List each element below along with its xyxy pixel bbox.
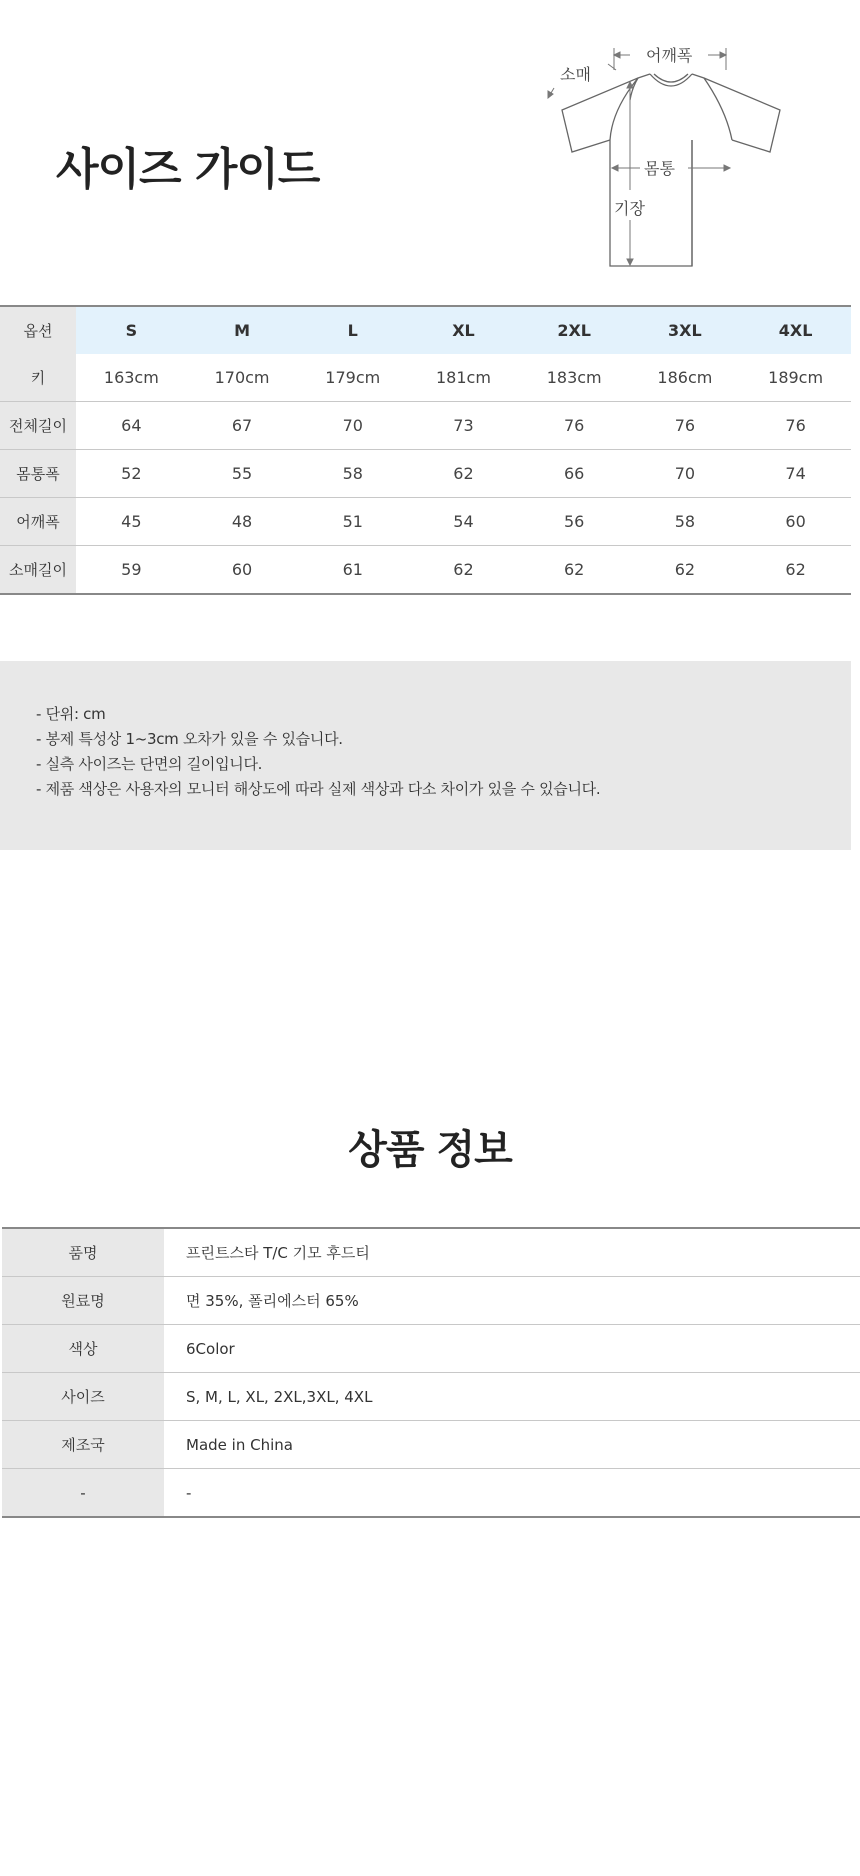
size-cell: 45 — [76, 498, 187, 546]
size-cell: 62 — [408, 450, 519, 498]
size-cell: 56 — [519, 498, 630, 546]
row-label: 소매길이 — [0, 546, 76, 595]
size-header-cell: 3XL — [630, 306, 741, 354]
size-row-total-length — [0, 402, 851, 450]
size-row-sleeve-length — [0, 546, 851, 595]
size-cell: 58 — [297, 450, 408, 498]
size-cell: 48 — [187, 498, 298, 546]
diagram-label-chest: 몸통 — [644, 159, 675, 178]
size-cell: 61 — [342, 560, 363, 579]
size-cell: 59 — [121, 560, 142, 579]
size-cell: 181cm — [408, 354, 519, 402]
info-row-material — [2, 1277, 860, 1325]
info-row-product-name — [2, 1228, 860, 1277]
product-info-title: 상품 정보 — [348, 1127, 512, 1173]
size-cell: 70 — [297, 402, 408, 450]
info-label: - — [2, 1469, 164, 1518]
tshirt-measurement-diagram — [540, 40, 800, 280]
note-line: - 실측 사이즈는 단면의 길이입니다. — [36, 755, 263, 773]
size-cell: 186cm — [630, 354, 741, 402]
info-row-empty — [2, 1469, 860, 1518]
size-cell: 54 — [408, 498, 519, 546]
diagram-label-length: 기장 — [614, 199, 645, 218]
size-cell: 76 — [740, 402, 851, 450]
size-header-cell: 4XL — [740, 306, 851, 354]
size-cell: 179cm — [297, 354, 408, 402]
note-line: - 제품 색상은 사용자의 모니터 해상도에 따라 실제 색상과 다소 차이가 있을 수 있습니다. — [36, 780, 601, 798]
size-guide-title: 사이즈 가이드 — [56, 144, 320, 195]
note-line: - 봉제 특성상 1~3cm 오차가 있을 수 있습니다. — [36, 730, 343, 748]
info-label: 사이즈 — [2, 1373, 164, 1421]
size-row-height — [0, 354, 851, 402]
size-header-cell: S — [76, 306, 187, 354]
size-cell: 66 — [519, 450, 630, 498]
row-label: 어깨폭 — [0, 498, 76, 546]
size-cell: 55 — [187, 450, 298, 498]
size-header-row — [0, 306, 851, 354]
size-row-chest-width — [0, 450, 851, 498]
size-cell: 62 — [785, 560, 806, 579]
notes-box — [0, 661, 851, 850]
note-line: - 단위: cm — [36, 705, 106, 723]
info-value: S, M, L, XL, 2XL,3XL, 4XL — [164, 1373, 860, 1421]
size-cell: 52 — [76, 450, 187, 498]
info-label: 제조국 — [2, 1421, 164, 1469]
size-table — [0, 305, 851, 595]
size-cell: 62 — [563, 560, 585, 579]
size-row-shoulder-width — [0, 498, 851, 546]
size-cell: 58 — [630, 498, 741, 546]
size-cell: 62 — [453, 560, 474, 579]
size-cell: 76 — [519, 402, 630, 450]
size-cell: 183cm — [519, 354, 630, 402]
size-cell: 76 — [630, 402, 741, 450]
size-cell: 51 — [297, 498, 408, 546]
info-label: 품명 — [2, 1228, 164, 1277]
row-label: 몸통폭 — [0, 450, 76, 498]
size-header-cell: XL — [408, 306, 519, 354]
diagram-label-shoulder: 어깨폭 — [646, 46, 693, 65]
row-label: 키 — [0, 354, 76, 402]
size-cell: 73 — [408, 402, 519, 450]
size-cell: 67 — [187, 402, 298, 450]
size-cell: 60 — [231, 560, 253, 579]
size-cell: 189cm — [740, 354, 851, 402]
info-row-color — [2, 1325, 860, 1373]
option-header: 옵션 — [0, 306, 76, 354]
diagram-label-sleeve: 소매 — [560, 65, 591, 84]
info-row-size — [2, 1373, 860, 1421]
size-cell: 74 — [740, 450, 851, 498]
info-value: 면 35%, 폴리에스터 65% — [164, 1277, 860, 1325]
row-label: 전체길이 — [0, 402, 76, 450]
size-cell: 60 — [740, 498, 851, 546]
info-label: 색상 — [2, 1325, 164, 1373]
info-value: - — [186, 1483, 192, 1502]
size-cell: 70 — [630, 450, 741, 498]
size-header-cell: 2XL — [519, 306, 630, 354]
info-row-origin — [2, 1421, 860, 1469]
info-value: 6Color — [164, 1325, 860, 1373]
info-value: Made in China — [164, 1421, 860, 1469]
size-cell: 64 — [76, 402, 187, 450]
info-value: 프린트스타 T/C 기모 후드티 — [164, 1228, 860, 1277]
info-label: 원료명 — [2, 1277, 164, 1325]
product-info-table — [2, 1227, 860, 1518]
size-header-cell: M — [187, 306, 298, 354]
size-cell: 62 — [674, 560, 696, 579]
size-cell: 170cm — [187, 354, 298, 402]
size-header-cell: L — [297, 306, 408, 354]
size-cell: 163cm — [76, 354, 187, 402]
